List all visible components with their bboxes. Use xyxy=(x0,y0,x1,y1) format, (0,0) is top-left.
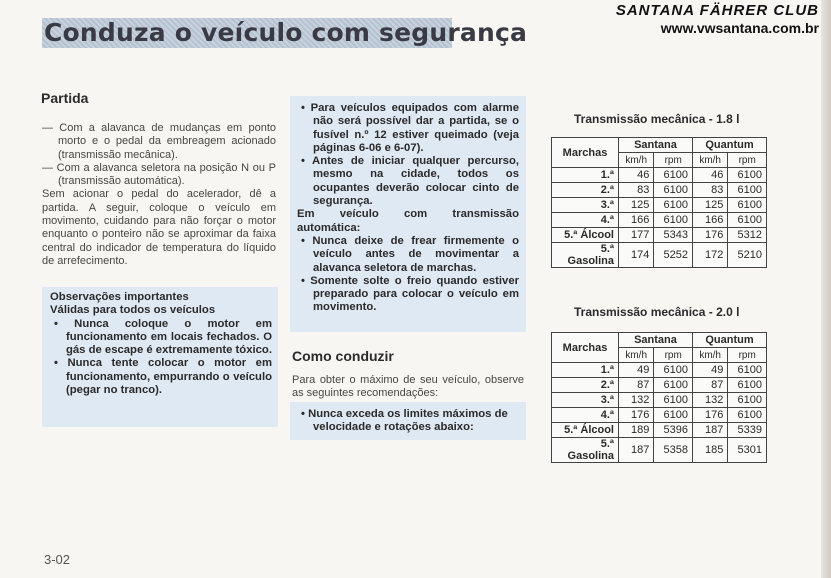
table-row xyxy=(552,243,767,268)
observacoes-title: Observações importantes xyxy=(50,291,189,303)
spec-table-2 xyxy=(551,332,767,463)
quantum-kmh: 83 xyxy=(692,183,727,198)
table-row xyxy=(552,213,767,228)
partida-heading: Partida xyxy=(41,90,89,106)
quantum-rpm: 6100 xyxy=(728,213,767,228)
unit-kmh: km/h xyxy=(619,153,654,168)
gear-label: 5.ª Gasolina xyxy=(552,438,619,463)
table-row xyxy=(552,363,767,378)
quantum-kmh: 185 xyxy=(692,438,727,463)
col-santana: Santana xyxy=(619,138,693,153)
col-marchas: Marchas xyxy=(552,333,619,363)
middle-bullet: • Antes de iniciar qualquer percurso, mesmo na cidade, todos os ocupantes deverão colocar cinto de segurança. xyxy=(297,155,519,208)
auto-bullet: • Somente solte o freio quando estiver preparado para colocar o veículo em movimento. xyxy=(297,275,519,315)
santana-rpm: 6100 xyxy=(654,393,693,408)
gear-label: 4.ª xyxy=(552,408,619,423)
quantum-rpm: 6100 xyxy=(728,183,767,198)
quantum-rpm: 6100 xyxy=(728,168,767,183)
quantum-rpm: 6100 xyxy=(728,408,767,423)
como-text: Para obter o máximo de seu veículo, observe as seguintes recomendações: xyxy=(292,374,524,400)
santana-kmh: 49 xyxy=(619,363,654,378)
quantum-kmh: 166 xyxy=(692,213,727,228)
quantum-rpm: 5210 xyxy=(728,243,767,268)
partida-body xyxy=(42,122,276,268)
quantum-rpm: 5312 xyxy=(728,228,767,243)
col-quantum: Quantum xyxy=(692,333,766,348)
table-2-title: Transmissão mecânica - 2.0 l xyxy=(574,305,740,319)
table-row xyxy=(552,438,767,463)
santana-kmh: 189 xyxy=(619,423,654,438)
quantum-kmh: 125 xyxy=(692,198,727,213)
partida-paragraph: Sem acionar o pedal do acelerador, dê a partida. A seguir, coloque o veículo em movimento, cuidando para não forçar o motor enquanto o ponteiro não se aproximar da faixa central do indicador de temperatura do líquido de arrefecimento. xyxy=(42,188,276,267)
partida-item: — Com a alavanca de mudanças em ponto morto e o pedal da embreagem acionado (transmissão mecânica). xyxy=(42,122,276,161)
site-url: www.vwsantana.com.br xyxy=(660,20,819,36)
santana-rpm: 6100 xyxy=(654,198,693,213)
page-title: Conduza o veículo com segurança xyxy=(44,18,528,47)
santana-rpm: 5358 xyxy=(654,438,693,463)
unit-rpm: rpm xyxy=(728,348,767,363)
santana-kmh: 174 xyxy=(619,243,654,268)
spec-table-1 xyxy=(551,137,767,268)
quantum-rpm: 5339 xyxy=(728,423,767,438)
gear-label: 1.ª xyxy=(552,363,619,378)
gear-label: 4.ª xyxy=(552,213,619,228)
auto-heading: Em veículo com transmissão automática: xyxy=(297,208,519,234)
gear-label: 3.ª xyxy=(552,198,619,213)
table-row xyxy=(552,408,767,423)
middle-bullet: • Para veículos equipados com alarme não será possível dar a partida, se o fusível n.º 12 estiver queimado (veja páginas 6-06 e 6-07). xyxy=(297,102,519,155)
quantum-rpm: 6100 xyxy=(728,363,767,378)
santana-rpm: 6100 xyxy=(654,168,693,183)
quantum-rpm: 6100 xyxy=(728,393,767,408)
santana-rpm: 6100 xyxy=(654,363,693,378)
observacoes-bullet: • Nunca tente colocar o motor em funcionamento, empurrando o veículo (pegar no tranco). xyxy=(50,357,272,397)
santana-rpm: 5396 xyxy=(654,423,693,438)
table-1-title: Transmissão mecânica - 1.8 l xyxy=(574,112,740,126)
santana-kmh: 187 xyxy=(619,438,654,463)
col-santana: Santana xyxy=(619,333,693,348)
table-row xyxy=(552,378,767,393)
auto-bullet: • Nunca deixe de frear firmemente o veículo antes de movimentar a alavanca seletora de marchas. xyxy=(297,235,519,275)
quantum-kmh: 87 xyxy=(692,378,727,393)
unit-rpm: rpm xyxy=(728,153,767,168)
quantum-kmh: 176 xyxy=(692,228,727,243)
santana-rpm: 6100 xyxy=(654,183,693,198)
santana-rpm: 6100 xyxy=(654,378,693,393)
santana-kmh: 166 xyxy=(619,213,654,228)
unit-kmh: km/h xyxy=(692,348,727,363)
santana-kmh: 177 xyxy=(619,228,654,243)
santana-kmh: 132 xyxy=(619,393,654,408)
page-edge xyxy=(821,0,831,578)
gear-label: 2.ª xyxy=(552,378,619,393)
gear-label: 3.ª xyxy=(552,393,619,408)
santana-rpm: 5343 xyxy=(654,228,693,243)
como-heading: Como conduzir xyxy=(292,348,394,364)
partida-item: — Com a alavanca seletora na posição N ou P (transmissão automática). xyxy=(42,161,276,188)
quantum-rpm: 6100 xyxy=(728,378,767,393)
table-row xyxy=(552,183,767,198)
santana-rpm: 5252 xyxy=(654,243,693,268)
unit-rpm: rpm xyxy=(654,348,693,363)
gear-label: 5.ª Gasolina xyxy=(552,243,619,268)
quantum-kmh: 49 xyxy=(692,363,727,378)
quantum-rpm: 6100 xyxy=(728,198,767,213)
quantum-kmh: 176 xyxy=(692,408,727,423)
observacoes-bullet: • Nunca coloque o motor em funcionamento em locais fechados. O gás de escape é extremamente tóxico. xyxy=(50,318,272,358)
como-bullet-wrap xyxy=(297,408,519,435)
observacoes-subtitle: Válidas para todos os veículos xyxy=(50,304,216,317)
quantum-kmh: 172 xyxy=(692,243,727,268)
quantum-kmh: 46 xyxy=(692,168,727,183)
santana-kmh: 46 xyxy=(619,168,654,183)
santana-kmh: 176 xyxy=(619,408,654,423)
unit-rpm: rpm xyxy=(654,153,693,168)
page-number: 3-02 xyxy=(44,552,71,567)
table-row xyxy=(552,423,767,438)
gear-label: 5.ª Álcool xyxy=(552,423,619,438)
quantum-kmh: 187 xyxy=(692,423,727,438)
santana-kmh: 125 xyxy=(619,198,654,213)
observacoes-content xyxy=(50,291,272,397)
santana-kmh: 87 xyxy=(619,378,654,393)
como-bullet: • Nunca exceda os limites máximos de velocidade e rotações abaixo: xyxy=(297,408,519,435)
col-quantum: Quantum xyxy=(692,138,766,153)
santana-rpm: 6100 xyxy=(654,213,693,228)
col-marchas: Marchas xyxy=(552,138,619,168)
gear-label: 2.ª xyxy=(552,183,619,198)
santana-rpm: 6100 xyxy=(654,408,693,423)
table-row xyxy=(552,198,767,213)
club-name: SANTANA FÄHRER CLUB xyxy=(615,2,819,19)
santana-kmh: 83 xyxy=(619,183,654,198)
middle-content xyxy=(297,102,519,315)
unit-kmh: km/h xyxy=(692,153,727,168)
quantum-kmh: 132 xyxy=(692,393,727,408)
table-row xyxy=(552,228,767,243)
table-row xyxy=(552,393,767,408)
quantum-rpm: 5301 xyxy=(728,438,767,463)
gear-label: 5.ª Álcool xyxy=(552,228,619,243)
gear-label: 1.ª xyxy=(552,168,619,183)
table-row xyxy=(552,168,767,183)
unit-kmh: km/h xyxy=(619,348,654,363)
